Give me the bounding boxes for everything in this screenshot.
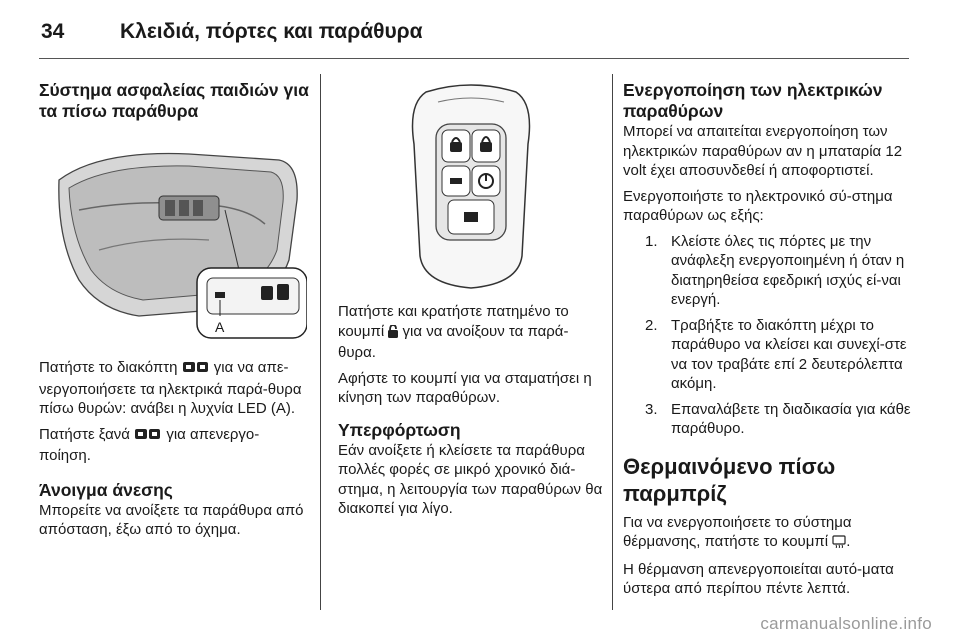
key-fob-drawing — [338, 74, 604, 294]
step-text: Τραβήξτε το διακόπτη μέχρι το παράθυρο να κλείσει και συνεχί-στε να τον τραβάτε επί 2 δευτερόλεπτα ακόμη. — [671, 316, 907, 392]
image-label-a: A — [215, 319, 225, 335]
paragraph-comfort-opening: Μπορείτε να ανοίξετε τα παράθυρα από απόσταση, έξω από το όχημα. — [39, 501, 304, 538]
paragraph-text: Πατήστε και κρατήστε πατημένο το κουμπί — [338, 303, 569, 340]
page-title: Κλειδιά, πόρτες και παράθυρα — [120, 20, 423, 43]
paragraph-defroster-auto-off: Η θέρμανση απενεργοποιείται αυτό-ματα ύστερα από περίπου πέντε λεπτά. — [623, 560, 894, 597]
column-2 — [338, 74, 604, 525]
watermark: carmanualsonline.info — [760, 614, 932, 633]
step-text: Επαναλάβετε τη διαδικασία για κάθε παράθυρο. — [671, 400, 911, 437]
section-heading-window-activation: Ενεργοποίηση των ηλεκτρικών παραθύρων — [623, 80, 883, 121]
paragraph-release-button: Αφήστε το κουμπί για να σταματήσει η κίνηση των παραθύρων. — [338, 369, 592, 406]
remote-key-illustration — [338, 74, 604, 294]
paragraph-text: Για να ενεργοποιήσετε το σύστημα θέρμανσης, πατήστε το κουμπί — [623, 513, 852, 550]
paragraph-defroster-activate — [623, 513, 915, 554]
child-lock-switch-icon — [182, 360, 210, 380]
header-divider — [39, 58, 909, 59]
list-item — [645, 400, 915, 439]
paragraph-text: για να απε-νεργοποιήσετε τα ηλεκτρικά παρά-θυρα πίσω θυρών: ανάβει η λυχνία LED (A). — [39, 359, 302, 417]
paragraph-text: Πατήστε ξανά — [39, 425, 130, 443]
paragraph-text: Πατήστε το διακόπτη — [39, 359, 178, 376]
column-divider-left — [320, 74, 321, 610]
paragraph-overload: Εάν ανοίξετε ή κλείσετε τα παράθυρα πολλές φορές σε μικρό χρονικό διά-στημα, η λειτουργία των παραθύρων θα διακοπεί για λίγο. — [338, 441, 603, 517]
paragraph-text: για απενεργο-ποίηση. — [39, 425, 260, 464]
column-1 — [39, 80, 309, 546]
step-number: 1. — [645, 232, 658, 250]
door-panel-drawing — [39, 140, 307, 340]
list-item — [645, 316, 915, 394]
section-heading-comfort-opening: Άνοιγμα άνεσης — [39, 479, 173, 500]
paragraph-text: για να ανοίξουν τα παρά-θυρα. — [338, 322, 569, 361]
paragraph-activation-steps-intro: Ενεργοποιήστε το ηλεκτρονικό σύ-στημα παραθύρων ως εξής: — [623, 187, 893, 224]
door-panel-illustration — [39, 140, 307, 340]
section-heading-child-lock: Σύστημα ασφαλείας παιδιών για τα πίσω παράθυρα — [39, 80, 309, 121]
column-divider-right — [612, 74, 613, 610]
page-header — [0, 0, 960, 62]
step-number: 2. — [645, 316, 658, 334]
activation-steps-list — [623, 232, 915, 439]
step-number: 3. — [645, 400, 658, 418]
paragraph-activation-need: Μπορεί να απαιτείται ενεργοποίηση των ηλεκτρικών παραθύρων αν η μπαταρία 12 volt έχει αποσυνδεθεί ή αποφορτιστεί. — [623, 123, 903, 179]
step-text: Κλείστε όλες τις πόρτες με την ανάφλεξη ενεργοποιημένη ή όταν η διατηρηθείσα εφεδρική ισχύς εί-ναι ενεργή. — [671, 232, 905, 308]
rear-defroster-icon — [832, 534, 846, 554]
column-3 — [623, 80, 915, 605]
child-lock-switch-icon — [134, 427, 162, 447]
page-number: 34 — [41, 20, 65, 43]
paragraph-child-lock-2 — [39, 425, 309, 466]
section-heading-rear-defroster: Θερμαινόμενο πίσω παρμπρίζ — [623, 453, 836, 506]
paragraph-text: . — [846, 533, 851, 550]
list-item — [645, 232, 915, 310]
paragraph-hold-button — [338, 302, 604, 363]
paragraph-child-lock-1 — [39, 358, 309, 419]
section-heading-overload: Υπερφόρτωση — [338, 419, 461, 440]
unlock-icon — [388, 324, 398, 344]
